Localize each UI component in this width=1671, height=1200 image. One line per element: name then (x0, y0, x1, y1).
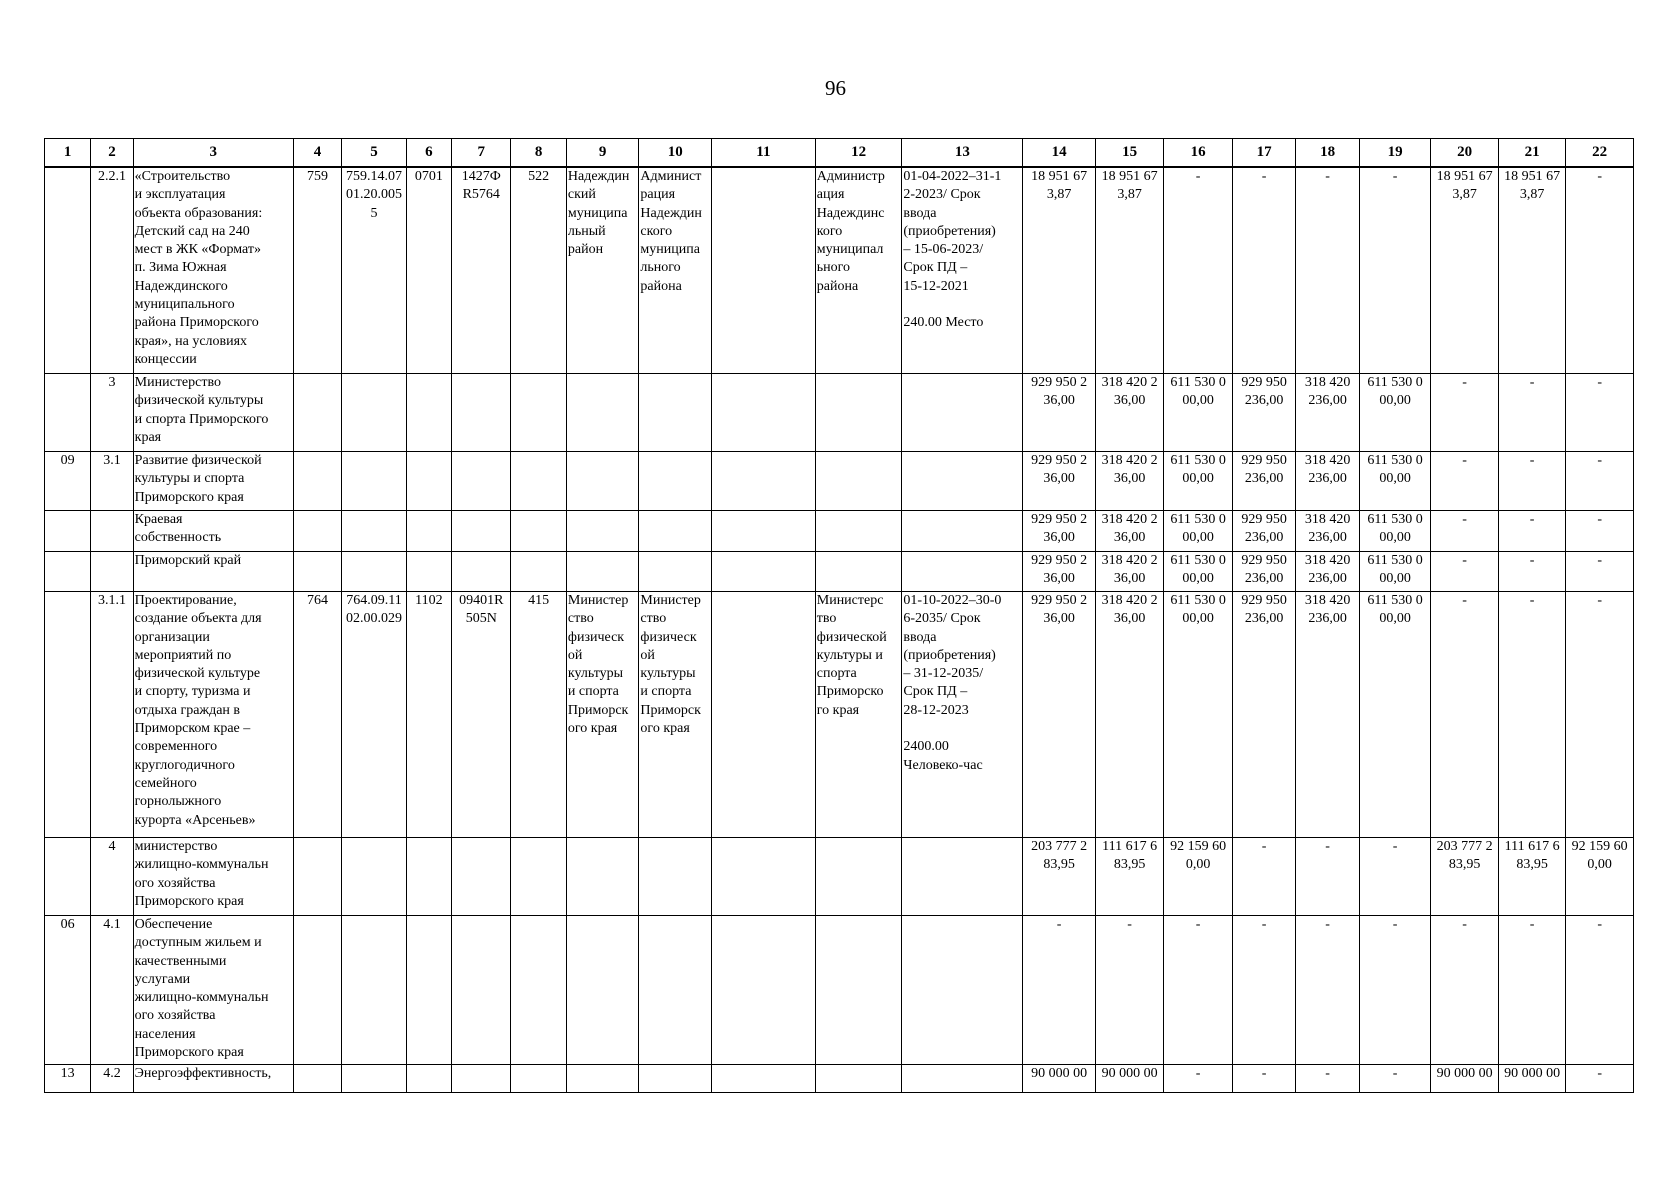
table-cell (342, 452, 406, 511)
table-cell: 929 950 2 36,00 (1023, 511, 1096, 552)
table-cell: - (1164, 916, 1233, 1065)
table-cell: 318 420 2 36,00 (1095, 592, 1164, 838)
table-cell: 611 530 0 00,00 (1164, 592, 1233, 838)
table-cell: 90 000 00 (1023, 1065, 1096, 1093)
table-cell (815, 511, 902, 552)
table-cell: 611 530 0 00,00 (1164, 511, 1233, 552)
table-cell: 929 950 2 36,00 (1023, 374, 1096, 452)
table-cell (711, 592, 815, 838)
table-cell: Краевая собственность (133, 511, 293, 552)
table-cell (815, 452, 902, 511)
column-header: 10 (639, 139, 712, 168)
table-cell: - (1359, 167, 1431, 374)
table-cell (902, 511, 1023, 552)
table-cell: - (1296, 167, 1359, 374)
table-cell (342, 374, 406, 452)
table-row (45, 552, 1634, 592)
table-cell (452, 916, 511, 1065)
table-cell: 759.14.07 01.20.005 5 (342, 167, 406, 374)
budget-table (44, 138, 1634, 1093)
table-cell: 92 159 60 0,00 (1164, 838, 1233, 916)
table-cell: 522 (511, 167, 566, 374)
table-cell: 318 420 236,00 (1296, 374, 1359, 452)
table-cell: 318 420 236,00 (1296, 552, 1359, 592)
table-cell (406, 374, 451, 452)
column-header: 15 (1095, 139, 1164, 168)
table-cell: - (1232, 916, 1295, 1065)
table-cell: - (1566, 552, 1634, 592)
table-cell: 90 000 00 (1431, 1065, 1499, 1093)
table-cell: - (1498, 511, 1566, 552)
column-header: 22 (1566, 139, 1634, 168)
column-header: 5 (342, 139, 406, 168)
table-cell (566, 374, 639, 452)
table-cell (639, 552, 712, 592)
table-cell: 929 950 2 36,00 (1023, 592, 1096, 838)
table-cell: Админист рация Надеждин ского муниципа льного района (639, 167, 712, 374)
table-cell (639, 374, 712, 452)
table-cell (91, 511, 133, 552)
table-cell: 3 (91, 374, 133, 452)
table-cell (815, 552, 902, 592)
table-cell (406, 511, 451, 552)
table-cell: - (1566, 592, 1634, 838)
table-cell: 3.1.1 (91, 592, 133, 838)
table-cell: 764.09.11 02.00.029 (342, 592, 406, 838)
table-cell: 111 617 6 83,95 (1095, 838, 1164, 916)
table-cell: 18 951 67 3,87 (1095, 167, 1164, 374)
table-cell (639, 1065, 712, 1093)
table-cell: - (1566, 511, 1634, 552)
table-cell (406, 452, 451, 511)
table-cell (452, 552, 511, 592)
table-row (45, 374, 1634, 452)
table-cell: - (1498, 452, 1566, 511)
table-cell (902, 916, 1023, 1065)
table-cell: 09 (45, 452, 91, 511)
table-cell (711, 838, 815, 916)
table-cell: 611 530 0 00,00 (1359, 511, 1431, 552)
table-cell: 4.1 (91, 916, 133, 1065)
table-cell: 929 950 2 36,00 (1023, 552, 1096, 592)
table-cell: 13 (45, 1065, 91, 1093)
table-cell (511, 1065, 566, 1093)
table-cell (511, 374, 566, 452)
column-header: 9 (566, 139, 639, 168)
table-cell: 611 530 0 00,00 (1359, 452, 1431, 511)
table-cell: 2.2.1 (91, 167, 133, 374)
table-cell: 318 420 2 36,00 (1095, 452, 1164, 511)
table-cell: 611 530 0 00,00 (1359, 592, 1431, 838)
table-cell (511, 511, 566, 552)
table-cell: Приморский край (133, 552, 293, 592)
table-cell: 318 420 236,00 (1296, 592, 1359, 838)
table-cell (45, 838, 91, 916)
table-cell: 4.2 (91, 1065, 133, 1093)
page-number: 96 (825, 76, 846, 100)
table-cell (452, 452, 511, 511)
table-cell: 3.1 (91, 452, 133, 511)
column-header: 12 (815, 139, 902, 168)
column-header: 20 (1431, 139, 1499, 168)
table-cell: - (1296, 1065, 1359, 1093)
table-cell (639, 511, 712, 552)
table-cell (566, 916, 639, 1065)
table-cell (452, 1065, 511, 1093)
table-cell: 18 951 67 3,87 (1431, 167, 1499, 374)
table-cell (511, 838, 566, 916)
table-cell (293, 838, 341, 916)
table-cell (511, 452, 566, 511)
table-cell: 611 530 0 00,00 (1164, 374, 1233, 452)
table-cell: Министерс тво физической культуры и спорта Приморско го края (815, 592, 902, 838)
table-row (45, 511, 1634, 552)
table-cell (342, 916, 406, 1065)
table-cell: - (1359, 1065, 1431, 1093)
table-cell: 318 420 2 36,00 (1095, 552, 1164, 592)
table-cell: - (1498, 916, 1566, 1065)
table-cell: 0701 (406, 167, 451, 374)
table-cell (293, 916, 341, 1065)
table-row (45, 167, 1634, 374)
table-row (45, 916, 1634, 1065)
table-cell (342, 838, 406, 916)
column-header: 1 (45, 139, 91, 168)
table-cell (511, 552, 566, 592)
table-cell: «Строительство и эксплуатация объекта образования: Детский сад на 240 мест в ЖК «Формат» п. Зима Южная Надеждинского муниципального района Приморского края», на условиях концессии (133, 167, 293, 374)
table-cell: - (1095, 916, 1164, 1065)
table-cell: 203 777 2 83,95 (1023, 838, 1096, 916)
table-cell: 92 159 60 0,00 (1566, 838, 1634, 916)
table-cell: - (1164, 167, 1233, 374)
table-cell (293, 1065, 341, 1093)
table-cell: - (1431, 916, 1499, 1065)
table-cell (342, 1065, 406, 1093)
table-cell: Проектирование, создание объекта для организации мероприятий по физической культуре и спорту, туризма и отдыха граждан в Приморском крае – современного круглогодичного семейного горнолыжного курорта «Арсеньев» (133, 592, 293, 838)
table-cell (293, 511, 341, 552)
table-cell: Надеждин ский муниципа льный район (566, 167, 639, 374)
table-cell: - (1431, 552, 1499, 592)
column-header: 4 (293, 139, 341, 168)
table-cell (293, 552, 341, 592)
table-cell: Министерство физической культуры и спорта Приморского края (133, 374, 293, 452)
table-cell: - (1498, 552, 1566, 592)
table-cell: 06 (45, 916, 91, 1065)
table-cell: 4 (91, 838, 133, 916)
table-cell (406, 838, 451, 916)
table-cell (452, 838, 511, 916)
table-row (45, 838, 1634, 916)
column-header: 7 (452, 139, 511, 168)
table-cell: 611 530 0 00,00 (1359, 552, 1431, 592)
table-cell (452, 374, 511, 452)
table-cell (45, 167, 91, 374)
table-cell: 18 951 67 3,87 (1023, 167, 1096, 374)
table-cell: 90 000 00 (1095, 1065, 1164, 1093)
table-cell (406, 1065, 451, 1093)
table-cell: - (1296, 838, 1359, 916)
table-cell (815, 838, 902, 916)
table-cell: Энергоэффективность, (133, 1065, 293, 1093)
table-cell (566, 452, 639, 511)
table-cell: - (1566, 1065, 1634, 1093)
table-cell (711, 452, 815, 511)
column-header-row (45, 139, 1634, 168)
table-cell: Развитие физической культуры и спорта Приморского края (133, 452, 293, 511)
table-cell: 203 777 2 83,95 (1431, 838, 1499, 916)
table-cell (91, 552, 133, 592)
table-cell (406, 552, 451, 592)
table-cell: - (1431, 452, 1499, 511)
table-cell (815, 1065, 902, 1093)
column-header: 18 (1296, 139, 1359, 168)
table-cell: - (1498, 592, 1566, 838)
table-cell: - (1431, 374, 1499, 452)
table-cell (566, 1065, 639, 1093)
table-cell (342, 511, 406, 552)
table-cell (902, 552, 1023, 592)
table-cell: Администр ация Надеждинс кого муниципал ьного района (815, 167, 902, 374)
table-cell (566, 838, 639, 916)
table-cell: - (1431, 511, 1499, 552)
table-cell: 111 617 6 83,95 (1498, 838, 1566, 916)
table-row (45, 592, 1634, 838)
table-cell: 1427Ф R5764 (452, 167, 511, 374)
column-header: 14 (1023, 139, 1096, 168)
table-cell: 415 (511, 592, 566, 838)
table-cell: - (1232, 838, 1295, 916)
table-cell: - (1164, 1065, 1233, 1093)
table-cell (566, 511, 639, 552)
table-cell (639, 838, 712, 916)
table-cell: 929 950 236,00 (1232, 452, 1295, 511)
table-cell (45, 592, 91, 838)
table-cell: 01-04-2022–31-1 2-2023/ Срок ввода (приобретения) – 15-06-2023/ Срок ПД – 15-12-2021 240.00 Место (902, 167, 1023, 374)
table-cell: 318 420 236,00 (1296, 452, 1359, 511)
table-cell: 318 420 2 36,00 (1095, 511, 1164, 552)
table-cell (902, 374, 1023, 452)
table-cell: 764 (293, 592, 341, 838)
table-cell: - (1359, 916, 1431, 1065)
table-cell: 611 530 0 00,00 (1359, 374, 1431, 452)
table-cell: - (1431, 592, 1499, 838)
table-cell (45, 552, 91, 592)
table-cell (711, 552, 815, 592)
table-cell: - (1359, 838, 1431, 916)
table-cell: 929 950 236,00 (1232, 511, 1295, 552)
table-cell (452, 511, 511, 552)
table-cell (639, 916, 712, 1065)
table-cell (566, 552, 639, 592)
column-header: 19 (1359, 139, 1431, 168)
table-cell (902, 838, 1023, 916)
table-cell: - (1566, 167, 1634, 374)
table-cell: 90 000 00 (1498, 1065, 1566, 1093)
table-cell: - (1232, 1065, 1295, 1093)
table-cell: - (1296, 916, 1359, 1065)
table-cell: 318 420 2 36,00 (1095, 374, 1164, 452)
column-header: 3 (133, 139, 293, 168)
column-header: 8 (511, 139, 566, 168)
table-cell (45, 374, 91, 452)
column-header: 13 (902, 139, 1023, 168)
table-cell (711, 167, 815, 374)
table-cell (711, 511, 815, 552)
table-cell: - (1232, 167, 1295, 374)
table-cell: 18 951 67 3,87 (1498, 167, 1566, 374)
table-cell: 09401R 505N (452, 592, 511, 838)
table-row (45, 452, 1634, 511)
table-cell: - (1023, 916, 1096, 1065)
table-cell: 611 530 0 00,00 (1164, 552, 1233, 592)
table-cell (293, 452, 341, 511)
column-header: 2 (91, 139, 133, 168)
table-cell: министерство жилищно-коммунальн ого хозяйства Приморского края (133, 838, 293, 916)
table-cell: 929 950 2 36,00 (1023, 452, 1096, 511)
table-cell: 01-10-2022–30-0 6-2035/ Срок ввода (приобретения) – 31-12-2035/ Срок ПД – 28-12-2023 2400.00 Человеко-час (902, 592, 1023, 838)
table-cell (511, 916, 566, 1065)
table-cell: 611 530 0 00,00 (1164, 452, 1233, 511)
table-cell: 318 420 236,00 (1296, 511, 1359, 552)
column-header: 16 (1164, 139, 1233, 168)
table-cell: Обеспечение доступным жильем и качественными услугами жилищно-коммунальн ого хозяйства населения Приморского края (133, 916, 293, 1065)
table-cell: 759 (293, 167, 341, 374)
column-header: 21 (1498, 139, 1566, 168)
table-cell (406, 916, 451, 1065)
column-header: 6 (406, 139, 451, 168)
table-cell (711, 916, 815, 1065)
table-cell: - (1498, 374, 1566, 452)
column-header: 17 (1232, 139, 1295, 168)
table-cell (902, 452, 1023, 511)
table-row (45, 1065, 1634, 1093)
table-cell (815, 374, 902, 452)
table-cell: 929 950 236,00 (1232, 592, 1295, 838)
table-cell: - (1566, 916, 1634, 1065)
table-cell: - (1566, 374, 1634, 452)
table-cell (45, 511, 91, 552)
table-cell (293, 374, 341, 452)
table-cell (342, 552, 406, 592)
table-cell (639, 452, 712, 511)
table-cell: 1102 (406, 592, 451, 838)
table-cell (815, 916, 902, 1065)
table-cell (711, 374, 815, 452)
table-cell: - (1566, 452, 1634, 511)
table-cell: Министер ство физическ ой культуры и спорта Приморск ого края (566, 592, 639, 838)
table-cell: 929 950 236,00 (1232, 374, 1295, 452)
table-cell (711, 1065, 815, 1093)
table-cell: Министер ство физическ ой культуры и спорта Приморск ого края (639, 592, 712, 838)
column-header: 11 (711, 139, 815, 168)
table-cell: 929 950 236,00 (1232, 552, 1295, 592)
table-cell (902, 1065, 1023, 1093)
